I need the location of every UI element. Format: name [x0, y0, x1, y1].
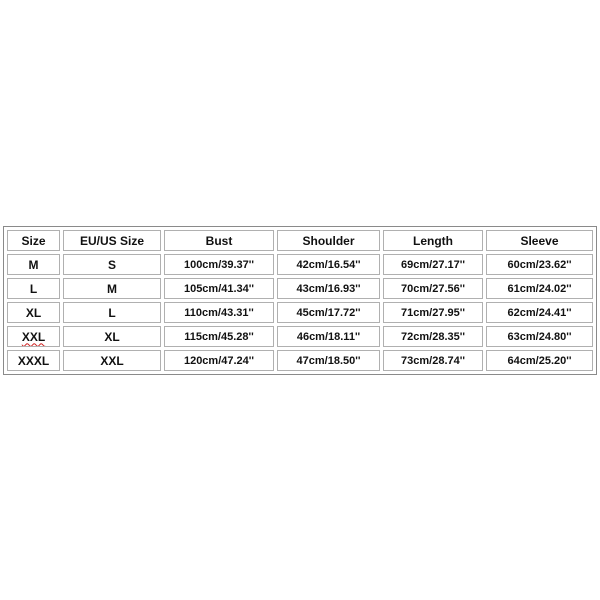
cell-eu-us-size: XL [63, 326, 161, 347]
cell-length: 70cm/27.56'' [383, 278, 483, 299]
cell-bust: 100cm/39.37'' [164, 254, 274, 275]
cell-size: XL [7, 302, 60, 323]
cell-size: M [7, 254, 60, 275]
cell-bust: 115cm/45.28'' [164, 326, 274, 347]
cell-sleeve: 62cm/24.41'' [486, 302, 593, 323]
cell-bust: 110cm/43.31'' [164, 302, 274, 323]
table-row [7, 302, 593, 323]
cell-shoulder: 42cm/16.54'' [277, 254, 380, 275]
header-length: Length [383, 230, 483, 251]
cell-shoulder: 43cm/16.93'' [277, 278, 380, 299]
cell-sleeve: 60cm/23.62'' [486, 254, 593, 275]
table-row [7, 350, 593, 371]
table-header-row [7, 230, 593, 251]
header-size: Size [7, 230, 60, 251]
cell-bust: 105cm/41.34'' [164, 278, 274, 299]
cell-eu-us-size: S [63, 254, 161, 275]
header-shoulder: Shoulder [277, 230, 380, 251]
cell-sleeve: 61cm/24.02'' [486, 278, 593, 299]
cell-shoulder: 45cm/17.72'' [277, 302, 380, 323]
table-row [7, 254, 593, 275]
spellcheck-flagged-text: XXL [21, 329, 46, 344]
cell-length: 71cm/27.95'' [383, 302, 483, 323]
cell-size: L [7, 278, 60, 299]
header-sleeve: Sleeve [486, 230, 593, 251]
cell-sleeve: 64cm/25.20'' [486, 350, 593, 371]
cell-length: 69cm/27.17'' [383, 254, 483, 275]
cell-size [7, 326, 60, 347]
cell-sleeve: 63cm/24.80'' [486, 326, 593, 347]
cell-size: XXXL [7, 350, 60, 371]
cell-eu-us-size: L [63, 302, 161, 323]
table-row [7, 326, 593, 347]
size-chart-table [3, 226, 597, 375]
cell-eu-us-size: M [63, 278, 161, 299]
table-row [7, 278, 593, 299]
header-bust: Bust [164, 230, 274, 251]
cell-length: 72cm/28.35'' [383, 326, 483, 347]
cell-shoulder: 46cm/18.11'' [277, 326, 380, 347]
cell-length: 73cm/28.74'' [383, 350, 483, 371]
cell-eu-us-size: XXL [63, 350, 161, 371]
cell-bust: 120cm/47.24'' [164, 350, 274, 371]
cell-shoulder: 47cm/18.50'' [277, 350, 380, 371]
header-eu-us-size: EU/US Size [63, 230, 161, 251]
